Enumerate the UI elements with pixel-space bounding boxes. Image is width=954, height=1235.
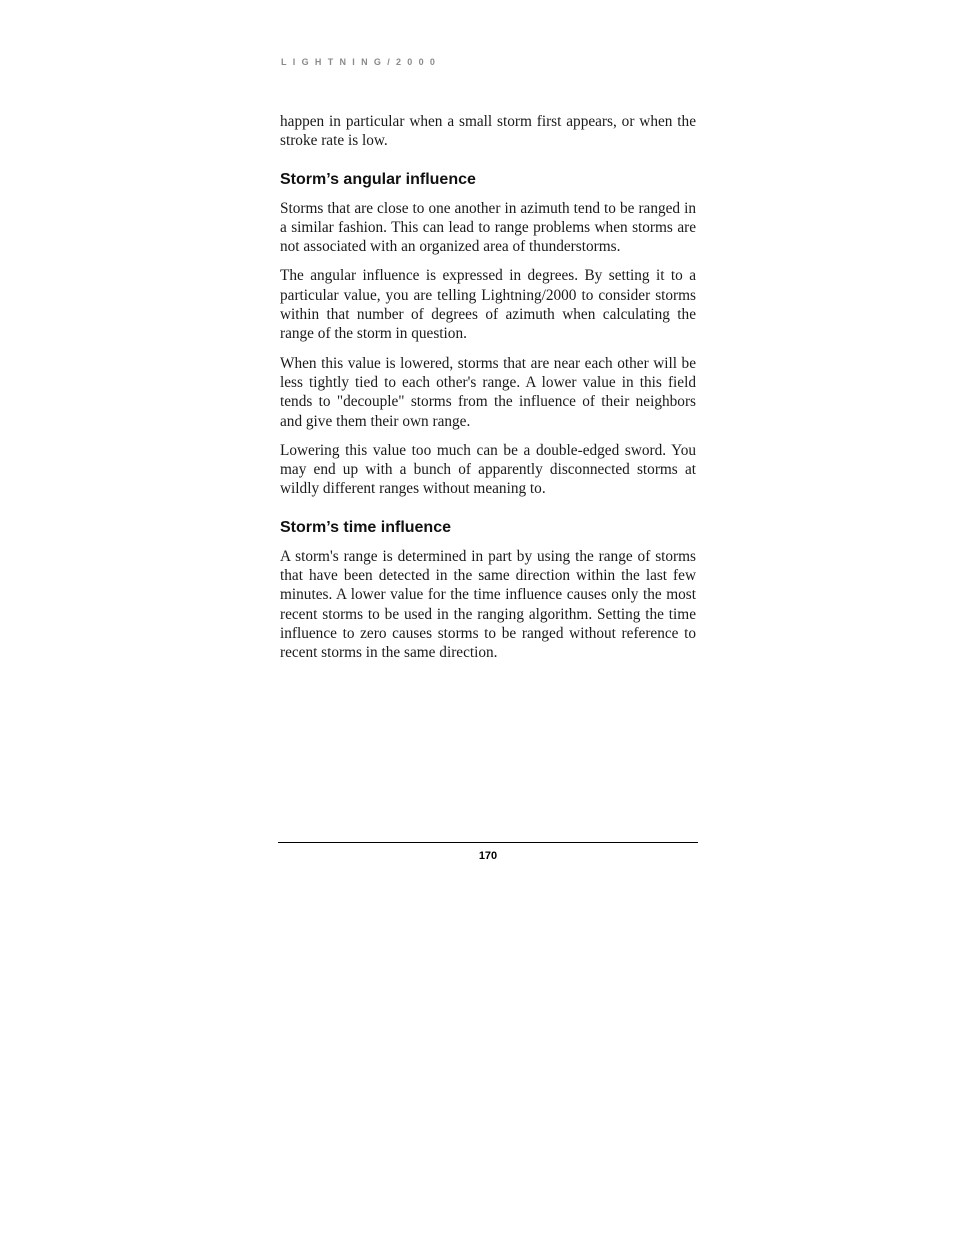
angular-paragraph-2: The angular influence is expressed in degrees. By setting it to a particular value, you are telling Lightning/2000 to consider storms within that number of degrees of azimuth when calculating the range of the storm in question.: [280, 267, 696, 343]
angular-paragraph-1: Storms that are close to one another in azimuth tend to be ranged in a similar fashion. This can lead to range problems when storms are not associated with an organized area of thunderstorms.: [280, 199, 696, 256]
time-paragraph-1: A storm's range is determined in part by using the range of storms that have been detected in the same direction within the last few minutes. A lower value for the time influence causes only the most recent storms to be used in the ranging algorithm. Setting the time influence to zero causes storms to be ranged without reference to recent storms in the same direction.: [280, 547, 696, 662]
footer-divider: [278, 842, 698, 843]
section-heading-angular-influence: Storm’s angular influence: [280, 170, 476, 188]
angular-paragraph-3: When this value is lowered, storms that are near each other will be less tightly tied to each other's range. A lower value in this field tends to "decouple" storms from the influence of their neighbors and give them their own range.: [280, 354, 696, 430]
angular-paragraph-4: Lowering this value too much can be a double-edged sword. You may end up with a bunch of apparently disconnected storms at wildly different ranges without meaning to.: [280, 441, 696, 498]
intro-paragraph: happen in particular when a small storm first appears, or when the stroke rate is low.: [280, 113, 696, 150]
section-heading-time-influence: Storm’s time influence: [280, 518, 451, 536]
page-body: [280, 112, 696, 673]
running-header: LIGHTNING/2000: [281, 57, 442, 67]
page-number: 170: [478, 850, 498, 862]
